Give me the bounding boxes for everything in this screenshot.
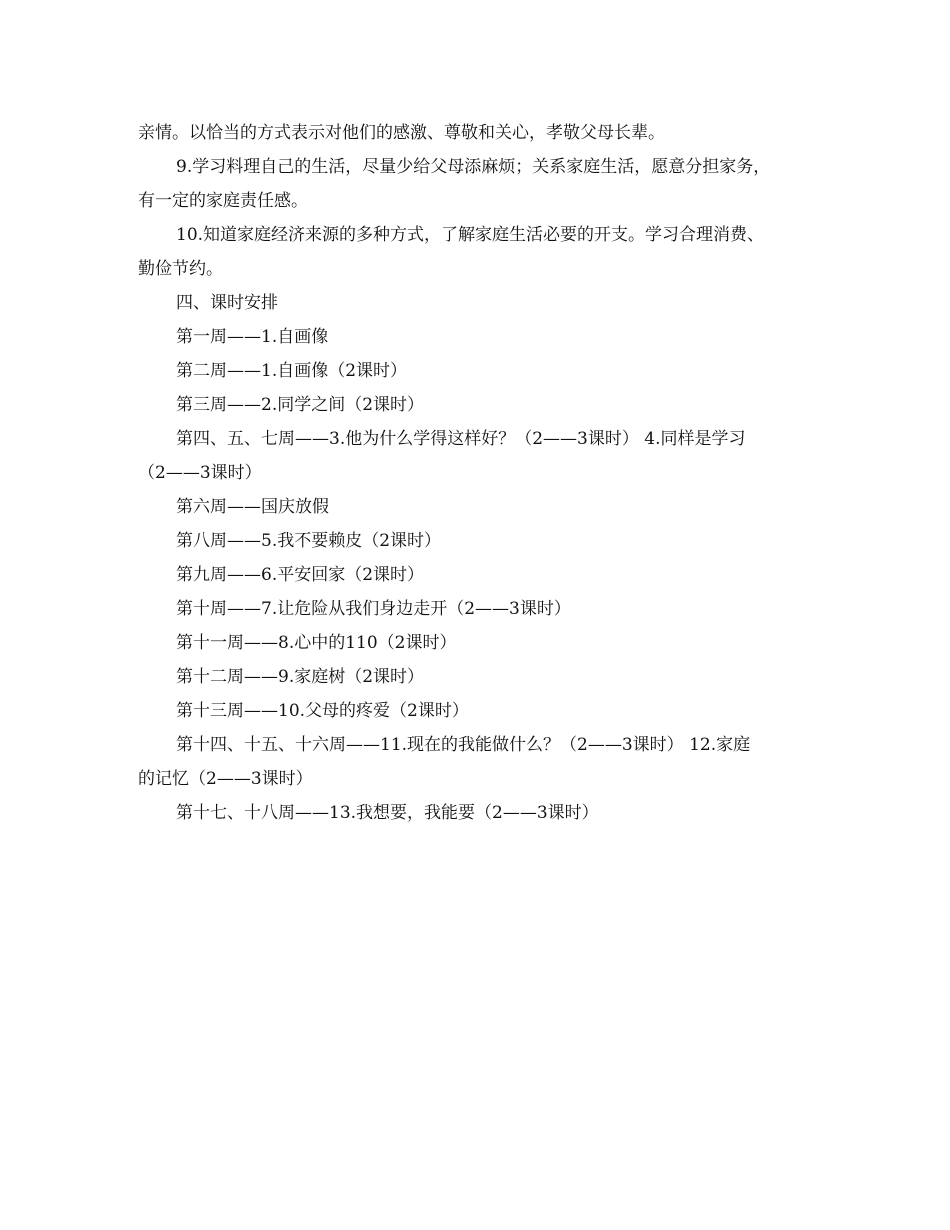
schedule-week-4-5-7-line-2: （2——3课时） — [138, 463, 262, 483]
schedule-week-12: 第十二周——9.家庭树（2课时） — [176, 667, 425, 687]
schedule-week-3: 第三周——2.同学之间（2课时） — [176, 395, 425, 415]
schedule-week-2: 第二周——1.自画像（2课时） — [176, 361, 408, 381]
paragraph-item-10-line-1: 10.知道家庭经济来源的多种方式，了解家庭生活必要的开支。学习合理消费、 — [176, 225, 765, 245]
paragraph-item-10-line-2: 勤俭节约。 — [138, 259, 223, 279]
schedule-week-8: 第八周——5.我不要赖皮（2课时） — [176, 531, 442, 551]
paragraph-item-9-line-2: 有一定的家庭责任感。 — [138, 191, 308, 211]
schedule-week-1: 第一周——1.自画像 — [176, 327, 329, 347]
schedule-week-17-18: 第十七、十八周——13.我想要，我能要（2——3课时） — [176, 803, 599, 823]
document-body — [138, 116, 838, 830]
schedule-week-6: 第六周——国庆放假 — [176, 497, 329, 517]
schedule-week-11: 第十一周——8.心中的110（2课时） — [176, 633, 457, 653]
schedule-week-13: 第十三周——10.父母的疼爱（2课时） — [176, 701, 469, 721]
schedule-week-10: 第十周——7.让危险从我们身边走开（2——3课时） — [176, 599, 571, 619]
schedule-week-14-15-16-line-1: 第十四、十五、十六周——11.现在的我能做什么？（2——3课时） 12.家庭 — [176, 735, 751, 755]
section-heading: 四、课时安排 — [176, 293, 278, 313]
schedule-week-14-15-16-line-2: 的记忆（2——3课时） — [138, 769, 313, 789]
paragraph-item-9-line-1: 9.学习料理自己的生活，尽量少给父母添麻烦；关系家庭生活，愿意分担家务， — [176, 157, 771, 177]
schedule-week-9: 第九周——6.平安回家（2课时） — [176, 565, 425, 585]
schedule-week-4-5-7-line-1: 第四、五、七周——3.他为什么学得这样好？（2——3课时） 4.同样是学习 — [176, 429, 746, 449]
paragraph-filial-piety: 亲情。以恰当的方式表示对他们的感激、尊敬和关心，孝敬父母长辈。 — [138, 123, 665, 143]
